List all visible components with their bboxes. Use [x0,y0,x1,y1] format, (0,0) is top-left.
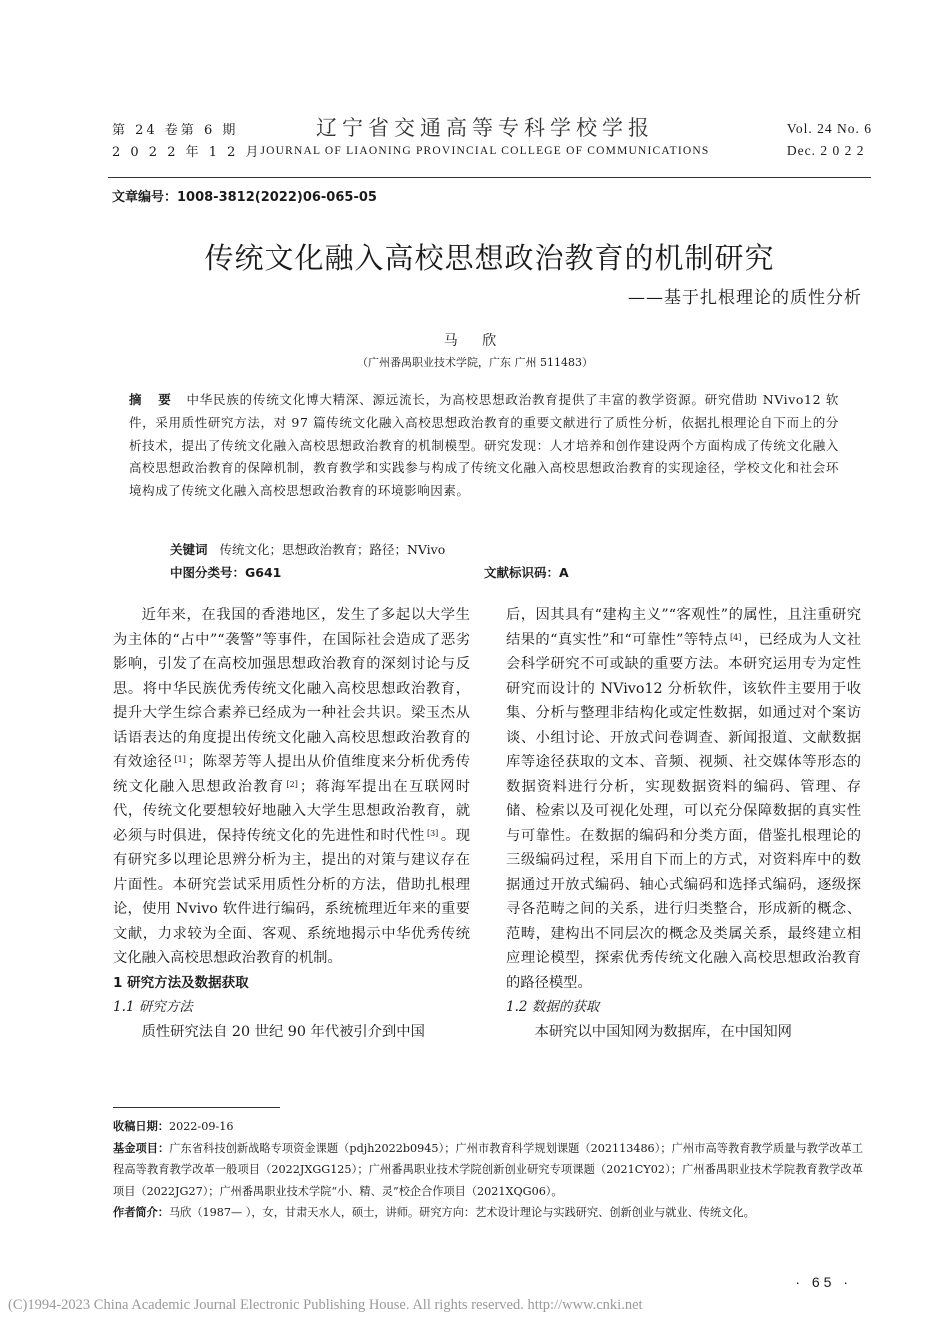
page-number: · 65 · [795,1274,852,1290]
abstract-label: 摘 要 [129,392,177,407]
abstract [129,389,839,503]
subsection-heading: 1.2 数据的获取 [506,999,600,1015]
fund-info [113,1138,863,1203]
footnote-label: 作者简介： [113,1206,169,1219]
journal-title-en: JOURNAL OF LIAONING PROVINCIAL COLLEGE OF COMMUNICATIONS [260,145,710,157]
footnote-text: 马欣（1987— ），女，甘肃天水人，硕士，讲师。研究方向：艺术设计理论与实践研究、创新创业与就业、传统文化。 [168,1206,755,1219]
document-code: 文献标识码：A [484,565,569,580]
paragraph [506,603,861,995]
text-span: 。现有研究多以理论思辨分析为主，提出的对策与建议存在片面性。本研究尝试采用质性分析的方法，借助扎根理论，使用 Nvivo 软件进行编码，系统梳理近年来的重要文献，力求较为全面、客观、系统地揭示中华优秀传统文化融入高校思想政治教育的机制。 [113,827,471,966]
journal-title-block [245,114,725,157]
author-name: 马 欣 [443,333,507,349]
article-number: 文章编号：1008-3812(2022)06-065-05 [112,190,377,205]
volume-issue-cn: 第 24 卷第 6 期 [112,123,239,138]
text-span: ；陈翠芳等人提出从价值维度来分析优秀传统文化融入思想政治教育 [113,754,471,795]
footnote-text: 2022-09-16 [168,1120,234,1133]
date-en: Dec. 2 0 2 2 [786,143,865,158]
author-affiliation: （广州番禺职业技术学院，广东 广州 511483） [357,356,593,369]
citation-ref[interactable]: [1] [174,755,186,764]
citation-ref[interactable]: [2] [286,779,298,789]
footnote-label: 收稿日期： [113,1120,169,1133]
paragraph: 本研究以中国知网为数据库，在中国知网 [534,1023,792,1040]
copyright-watermark: (C)1994-2023 China Academic Journal Electronic Publishing House. All rights reserved. http://www.cnki.net [8,1297,643,1313]
header-rule [108,177,871,178]
header-issue-info [112,120,262,164]
text-span: ；蒋海军提出在互联网时代，传统文化要想较好地融入大学生思想政治教育，就必须与时俱进，保持传统文化的先进性和时代性 [113,778,471,844]
body-right-column [506,603,861,1044]
footnote-label: 基金项目： [113,1141,170,1155]
footnote-text: 广东省科技创新战略专项资金课题（pdjh2022b0945）；广州市教育科学规划课题（202113486）；广州市高等教育教学质量与教学改革工程高等教育教学改革一般项目（2022JXGG125）；广州番禺职业技术学院创新创业研究专项课题（2021CY02）；广州番禺职业技术学院教育教学改革项目（2022JG27）；广州番禺职业技术学院“小、精、灵”校企合作项目（2021XQG06）。 [113,1141,863,1198]
footnote-rule [113,1107,280,1108]
subsection-heading: 1.1 研究方法 [113,999,193,1015]
abstract-text: 中华民族的传统文化博大精深、源远流长，为高校思想政治教育提供了丰富的教学资源。研究借助 NVivo12 软件，采用质性研究方法，对 97 篇传统文化融入高校思想政治教育的重要文献进行了质性分析，依据扎根理论自下而上的分析技术，提出了传统文化融入高校思想政治教育的机制模型。研究发现：人才培养和创作建设两个方面构成了传统文化融入高校思想政治教育的保障机制，教育教学和实践参与构成了传统文化融入高校思想政治教育的实现途径，学校文化和社会环境构成了传统文化融入高校思想政治教育的环境影响因素。 [129,392,839,499]
article-subtitle: ——基于扎根理论的质性分析 [628,288,862,308]
citation-ref[interactable]: [3] [426,828,439,838]
keywords [170,539,445,561]
text-span: 近年来，在我国的香港地区，发生了多起以大学生为主体的“占中”“袭警”等事件，在国际社会造成了恶劣影响，引发了在高校加强思想政治教育的深刻讨论与反思。将中华民族优秀传统文化融入高校思想政治教育，提升大学生综合素养已经成为一种社会共识。梁玉杰从话语表达的角度提出传统文化融入高校思想政治教育的有效途径 [113,607,470,770]
paragraph: 质性研究法自 20 世纪 90 年代被引介到中国 [141,1023,425,1040]
journal-title-cn: 辽宁省交通高等专科学校学报 [316,116,654,140]
article-title: 传统文化融入高校思想政治教育的机制研究 [204,241,775,275]
text-span: ，已经成为人文社会科学研究不可或缺的重要方法。本研究运用专为定性研究而设计的 NVivo12 分析软件，该软件主要用于收集、分析与整理非结构化或定性数据，如通过对个案访谈、小组讨论、开放式问卷调查、新闻报道、文献数据库等途径获取的文本、音频、视频、社交媒体等形态的数据资料进行分析，实现数据资料的编码、管理、存储、检索以及可视化处理，可以充分保障数据的真实性与可靠性。在数据的编码和分类方面，借鉴扎根理论的三级编码过程，采用自下而上的方式，对资料库中的数据通过开放式编码、轴心式编码和选择式编码，逐级探寻各范畴之间的关系，进行归类整合，形成新的概念、范畴，建构出不同层次的概念及类属关系，最终建立相应理论模型，探索优秀传统文化融入高校思想政治教育的路径模型。 [506,631,861,991]
date-cn: 2 0 2 2 年 1 2 月 [112,145,262,160]
keywords-text: 传统文化；思想政治教育；路径；NVivo [219,542,446,557]
classification-number: 中图分类号：G641 [170,565,282,580]
body-left-column [113,603,470,1044]
keywords-label: 关键词 [170,542,208,557]
volume-issue-en: Vol. 24 No. 6 [786,121,872,136]
footnotes [113,1116,863,1224]
header-issue-info-en [787,118,872,162]
citation-ref[interactable]: [4] [730,632,742,642]
received-date [113,1116,863,1138]
author-bio [113,1202,863,1224]
section-heading: 1 研究方法及数据获取 [113,974,249,991]
text-span: 后，因其具有“建构主义”“客观性”的属性，且注重研究结果的“真实性”和“可靠性”等特点 [506,607,861,648]
paragraph [113,603,470,971]
